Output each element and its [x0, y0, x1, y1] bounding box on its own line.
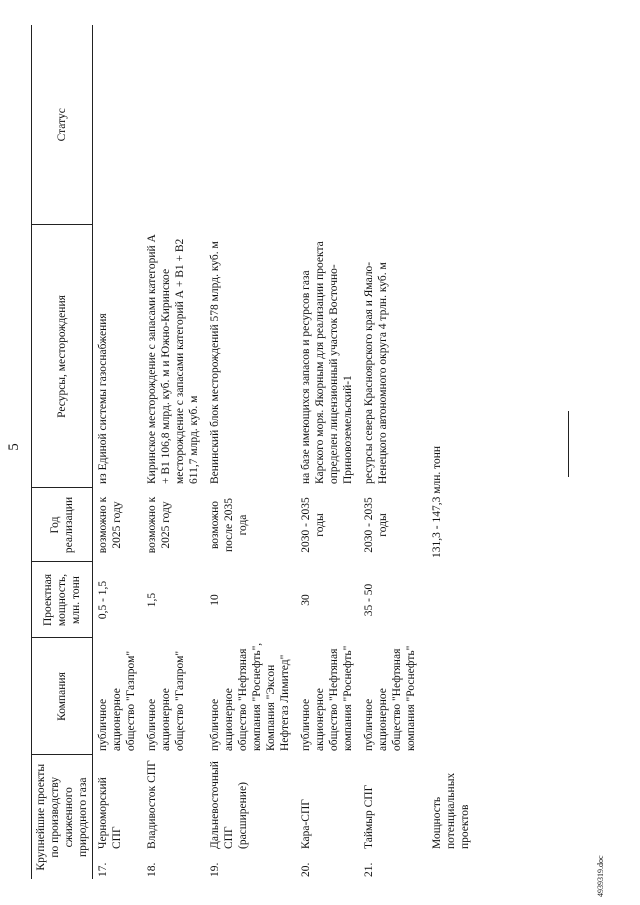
capacity-value: 10 — [209, 594, 221, 606]
resources-text: из Единой системы газоснабжения — [97, 313, 109, 484]
table-row — [142, 25, 205, 879]
header-status: Статус — [32, 25, 93, 225]
status-text — [359, 25, 422, 225]
table-row — [93, 25, 143, 879]
table-row — [359, 25, 422, 879]
company-name: публичное акционерное общество "Газпром" — [97, 650, 137, 751]
resources-text: ресурсы севера Красноярского края и Ямало-Ненецкого автономного округа 4 трлн. куб. м — [363, 261, 389, 484]
header-project: Крупнейшие проекты по производству сжиженного природного газа — [32, 755, 93, 879]
page-number: 5 — [6, 443, 22, 451]
total-value: 131,3 - 147,3 млн. тонн — [431, 445, 443, 558]
year-value: 2030 - 2035 годы — [363, 497, 389, 553]
project-name: Таймыр СПГ — [363, 784, 375, 849]
header-resources: Ресурсы, месторождения — [32, 225, 93, 488]
table-row — [205, 25, 296, 879]
status-text — [142, 25, 205, 225]
status-text — [296, 25, 359, 225]
resources-text: Киринское месторождение с запасами категорий А + В1 106,8 млрд. куб. м и Южно-Киринское месторождение с запасами категорий А + В1 + В2 611,7 млрд. куб. м — [146, 234, 200, 484]
separator-line — [568, 411, 569, 477]
document-file-name: 4939319.doc — [596, 855, 605, 897]
resources-text: Венинский блок месторождений 578 млрд. куб. м — [209, 241, 221, 484]
year-value: возможно к 2025 году — [146, 496, 172, 554]
capacity-value: 1,5 — [146, 592, 158, 608]
table-row — [296, 25, 359, 879]
project-name: Дальневосточный СПГ (расширение) — [209, 761, 249, 849]
row-number: 20. — [300, 862, 312, 877]
company-name: публичное акционерное общество "Нефтяная компания "Роснефть", Компания "Эксон Нефтегаз Лимитед" — [209, 642, 291, 751]
company-name: публичное акционерное общество "Газпром" — [146, 650, 186, 751]
year-value: 2030 - 2035 годы — [300, 497, 326, 553]
row-number: 18. — [146, 862, 158, 877]
row-number: 19. — [209, 862, 221, 877]
project-name: Черноморский СПГ — [97, 777, 123, 849]
header-year: Год реализации — [32, 488, 93, 562]
status-text — [205, 25, 296, 225]
company-name: публичное акционерное общество "Нефтяная компания "Роснефть" — [300, 645, 354, 751]
header-capacity: Проектная мощность, млн. тонн — [32, 562, 93, 638]
project-name: Кара-СПГ — [300, 799, 312, 849]
year-value: возможно после 2035 года — [209, 498, 249, 553]
table-header-row — [32, 25, 93, 879]
capacity-value: 30 — [300, 594, 312, 606]
header-company: Компания — [32, 638, 93, 755]
company-name: публичное акционерное общество "Нефтяная компания "Роснефть" — [363, 645, 417, 751]
capacity-value: 35 - 50 — [363, 583, 375, 617]
row-number: 17. — [97, 862, 109, 877]
year-value: возможно к 2025 году — [97, 496, 123, 554]
status-text — [93, 25, 143, 225]
row-number: 21. — [363, 862, 375, 877]
resources-text: на базе имеющихся запасов и ресурсов газа Карского моря. Якорным для реализации проекта определен лицензионный участок Восточно-Приновоземельский-1 — [300, 241, 354, 484]
total-label: Мощность потенциальных проектов — [431, 772, 471, 849]
capacity-value: 0,5 - 1,5 — [97, 580, 109, 620]
lng-projects-table — [31, 25, 476, 879]
total-row — [422, 25, 476, 879]
project-name: Владивосток СПГ — [146, 760, 158, 849]
